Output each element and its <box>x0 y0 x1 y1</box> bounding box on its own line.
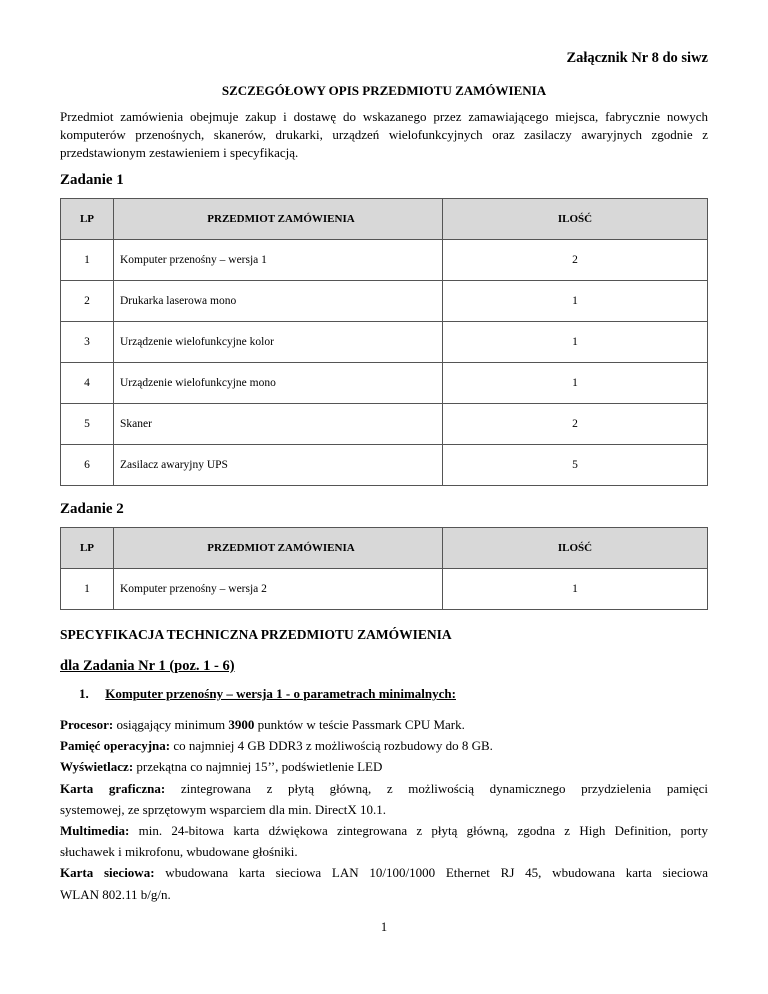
spec-display <box>60 756 708 777</box>
spec-label: Wyświetlacz: <box>60 759 134 775</box>
row-name: Drukarka laserowa mono <box>114 281 443 322</box>
spec-text: co najmniej 4 GB DDR3 z możliwością rozbudowy do 8 GB. <box>170 738 493 754</box>
page-number: 1 <box>380 920 388 934</box>
row-lp: 1 <box>61 569 114 610</box>
spec-value: 3900 <box>228 717 255 732</box>
header-qty: ILOŚĆ <box>443 528 708 569</box>
header-lp: LP <box>61 199 114 240</box>
header-item: PRZEDMIOT ZAMÓWIENIA <box>114 528 443 569</box>
row-lp: 3 <box>61 322 114 363</box>
table-header-row <box>61 528 708 569</box>
table-row <box>61 322 708 363</box>
spec-network <box>60 862 708 883</box>
row-name: Zasilacz awaryjny UPS <box>114 445 443 486</box>
intro-paragraph: Przedmiot zamówienia obejmuje zakup i dostawę do wskazanego przez zamawiającego miejsca, fabrycznie nowych komputerów przenośnych, skanerów, drukarki, urządzeń wielofunkcyjnych oraz zasilaczy awaryjnych zgodnie z przedstawionym zestawieniem i specyfikacją. <box>60 109 708 160</box>
spec-network-cont: WLAN 802.11 b/g/n. <box>60 886 171 902</box>
spec-label: Pamięć operacyjna: <box>60 738 171 754</box>
item-heading-text: Komputer przenośny – wersja 1 - o parametrach minimalnych: <box>105 686 456 701</box>
header-lp: LP <box>61 528 114 569</box>
spec-label: Procesor: <box>60 717 114 732</box>
table-row <box>61 281 708 322</box>
header-qty: ILOŚĆ <box>443 199 708 240</box>
spec-memory <box>60 735 708 756</box>
spec-graphics-cont: systemowej, ze sprzętowym wsparciem dla min. DirectX 10.1. <box>60 801 386 817</box>
row-qty: 5 <box>443 445 708 486</box>
spec-text: min. 24-bitowa karta dźwiękowa zintegrowana z płytą główną, zgodna z High Definition, porty <box>129 823 708 839</box>
spec-item-heading <box>79 686 456 702</box>
row-qty: 1 <box>443 322 708 363</box>
row-qty: 2 <box>443 240 708 281</box>
row-lp: 5 <box>61 404 114 445</box>
row-name: Komputer przenośny – wersja 1 <box>114 240 443 281</box>
table-row <box>61 363 708 404</box>
row-name: Skaner <box>114 404 443 445</box>
row-name: Urządzenie wielofunkcyjne kolor <box>114 322 443 363</box>
row-lp: 1 <box>61 240 114 281</box>
row-name: Urządzenie wielofunkcyjne mono <box>114 363 443 404</box>
table-row <box>61 240 708 281</box>
item-number: 1. <box>79 686 89 701</box>
spec-label: Multimedia: <box>60 823 130 839</box>
row-lp: 4 <box>61 363 114 404</box>
spec-text: osiągający minimum <box>113 717 229 732</box>
row-lp: 6 <box>61 445 114 486</box>
task1-table <box>60 198 708 486</box>
annex-label: Załącznik Nr 8 do siwz <box>566 50 708 66</box>
spec-title: SPECYFIKACJA TECHNICZNA PRZEDMIOTU ZAMÓWIENIA <box>60 627 452 642</box>
table-header-row <box>61 199 708 240</box>
row-lp: 2 <box>61 281 114 322</box>
document-title: SZCZEGÓŁOWY OPIS PRZEDMIOTU ZAMÓWIENIA <box>221 83 547 98</box>
row-qty: 1 <box>443 569 708 610</box>
task2-table <box>60 527 708 610</box>
table-row <box>61 569 708 610</box>
table-row <box>61 445 708 486</box>
spec-label: Karta graficzna: <box>60 780 166 796</box>
row-qty: 2 <box>443 404 708 445</box>
table-row <box>61 404 708 445</box>
task1-title: Zadanie 1 <box>60 172 124 188</box>
task2-title: Zadanie 2 <box>60 501 124 517</box>
spec-multimedia-cont: słuchawek i mikrofonu, wbudowane głośniki. <box>60 844 298 860</box>
spec-text: przekątna co najmniej 15’’, podświetlenie LED <box>133 759 383 775</box>
spec-subtitle: dla Zadania Nr 1 (poz. 1 - 6) <box>60 658 235 674</box>
row-name: Komputer przenośny – wersja 2 <box>114 569 443 610</box>
header-item: PRZEDMIOT ZAMÓWIENIA <box>114 199 443 240</box>
spec-label: Karta sieciowa: <box>60 865 155 881</box>
spec-list <box>60 714 708 905</box>
row-qty: 1 <box>443 281 708 322</box>
spec-graphics <box>60 778 708 799</box>
spec-text: punktów w teście Passmark CPU Mark. <box>254 717 465 732</box>
spec-multimedia <box>60 820 708 841</box>
spec-text: zintegrowana z płytą główną, z możliwością dynamicznego przydzielenia pamięci <box>165 780 708 796</box>
spec-processor <box>60 714 708 735</box>
spec-text: wbudowana karta sieciowa LAN 10/100/1000 Ethernet RJ 45, wbudowana karta sieciowa <box>154 865 708 881</box>
row-qty: 1 <box>443 363 708 404</box>
